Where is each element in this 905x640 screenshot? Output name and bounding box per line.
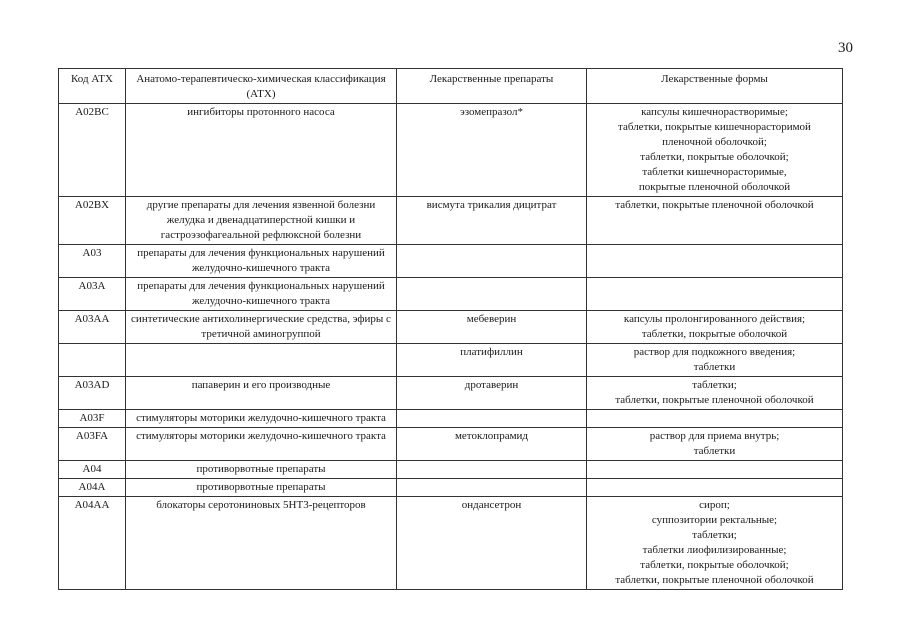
row-code: A03F xyxy=(59,410,126,428)
row-drug: эзомепразол* xyxy=(397,104,587,197)
table-body xyxy=(59,104,843,590)
table-row xyxy=(59,428,843,461)
row-drug xyxy=(397,479,587,497)
row-forms xyxy=(587,245,843,278)
atx-table xyxy=(58,68,843,590)
table-row xyxy=(59,278,843,311)
form-line: раствор для приема внутрь; xyxy=(649,430,780,442)
form-line: капсулы кишечнорастворимые; xyxy=(641,106,788,118)
row-forms xyxy=(587,278,843,311)
row-code: A03FA xyxy=(59,428,126,461)
form-line: таблетки кишечнорастоpимые, xyxy=(642,166,787,178)
row-drug: дротаверин xyxy=(397,377,587,410)
form-line: суппозитории ректальные; xyxy=(651,514,778,526)
row-code: A04A xyxy=(59,479,126,497)
form-line: таблетки лиофилизированные; xyxy=(642,544,787,556)
table-row xyxy=(59,197,843,245)
table-row xyxy=(59,461,843,479)
row-classification xyxy=(126,344,397,377)
row-forms xyxy=(587,377,843,410)
row-code: A02BC xyxy=(59,104,126,197)
row-code: A02BX xyxy=(59,197,126,245)
form-line: таблетки xyxy=(693,445,736,457)
row-code: A04AA xyxy=(59,497,126,590)
form-line: таблетки, покрытые пленочной оболочкой xyxy=(615,199,814,211)
row-forms xyxy=(587,410,843,428)
row-drug xyxy=(397,245,587,278)
row-drug xyxy=(397,461,587,479)
form-line: пленочной оболочкой; xyxy=(662,136,767,148)
form-line: капсулы пролонгированного действия; xyxy=(623,313,806,325)
table-row xyxy=(59,479,843,497)
row-classification: ингибиторы протонного насоса xyxy=(126,104,397,197)
row-classification: препараты для лечения функциональных нарушений желудочно-кишечного тракта xyxy=(126,278,397,311)
form-line: сироп; xyxy=(699,499,730,511)
form-line: таблетки, покрытые оболочкой xyxy=(641,328,788,340)
form-line: таблетки; xyxy=(692,379,737,391)
row-classification: блокаторы серотониновых 5НТ3-рецепторов xyxy=(126,497,397,590)
row-code: A03A xyxy=(59,278,126,311)
row-forms xyxy=(587,428,843,461)
form-line: таблетки, покрытые кишечнорасторимой xyxy=(618,121,811,133)
form-line: таблетки, покрытые оболочкой; xyxy=(640,559,789,571)
row-code: A04 xyxy=(59,461,126,479)
row-forms xyxy=(587,461,843,479)
table-row xyxy=(59,104,843,197)
row-code: A03AD xyxy=(59,377,126,410)
form-line: таблетки xyxy=(693,361,736,373)
form-line: раствор для подкожного введения; xyxy=(633,346,796,358)
row-code xyxy=(59,344,126,377)
row-drug: платифиллин xyxy=(397,344,587,377)
table-row xyxy=(59,410,843,428)
row-forms xyxy=(587,104,843,197)
table-row xyxy=(59,311,843,344)
row-forms xyxy=(587,344,843,377)
form-line: таблетки, покрытые пленочной оболочкой xyxy=(615,394,814,406)
row-classification: стимуляторы моторики желудочно-кишечного тракта xyxy=(126,410,397,428)
header-forms: Лекарственные формы xyxy=(587,69,843,104)
form-line: покрытые пленочной оболочкой xyxy=(638,181,791,193)
row-forms xyxy=(587,497,843,590)
row-drug: мебеверин xyxy=(397,311,587,344)
header-drugs: Лекарственные препараты xyxy=(397,69,587,104)
row-drug: метоклопрамид xyxy=(397,428,587,461)
table-header-row xyxy=(59,69,843,104)
row-classification: препараты для лечения функциональных нарушений желудочно-кишечного тракта xyxy=(126,245,397,278)
row-drug: ондансетрон xyxy=(397,497,587,590)
row-classification: синтетические антихолинергические средства, эфиры с третичной аминогруппой xyxy=(126,311,397,344)
table-row xyxy=(59,377,843,410)
row-drug xyxy=(397,278,587,311)
row-drug: висмута трикалия дицитрат xyxy=(397,197,587,245)
header-code: Код АТХ xyxy=(59,69,126,104)
row-drug xyxy=(397,410,587,428)
row-classification: противорвотные препараты xyxy=(126,461,397,479)
table-row xyxy=(59,344,843,377)
form-line: таблетки; xyxy=(692,529,737,541)
row-forms xyxy=(587,197,843,245)
row-classification: противорвотные препараты xyxy=(126,479,397,497)
row-classification: стимуляторы моторики желудочно-кишечного тракта xyxy=(126,428,397,461)
form-line: таблетки, покрытые пленочной оболочкой xyxy=(615,574,814,586)
row-code: A03 xyxy=(59,245,126,278)
table-row xyxy=(59,245,843,278)
row-classification: папаверин и его производные xyxy=(126,377,397,410)
page-number: 30 xyxy=(838,40,853,56)
row-classification: другие препараты для лечения язвенной болезни желудка и двенадцатиперстной кишки и гастроэзофагеальной рефлюксной болезни xyxy=(126,197,397,245)
row-code: A03AA xyxy=(59,311,126,344)
header-classification: Анатомо-терапевтическо-химическая классификация (АТХ) xyxy=(126,69,397,104)
row-forms xyxy=(587,479,843,497)
form-line: таблетки, покрытые оболочкой; xyxy=(640,151,789,163)
row-forms xyxy=(587,311,843,344)
table-row xyxy=(59,497,843,590)
